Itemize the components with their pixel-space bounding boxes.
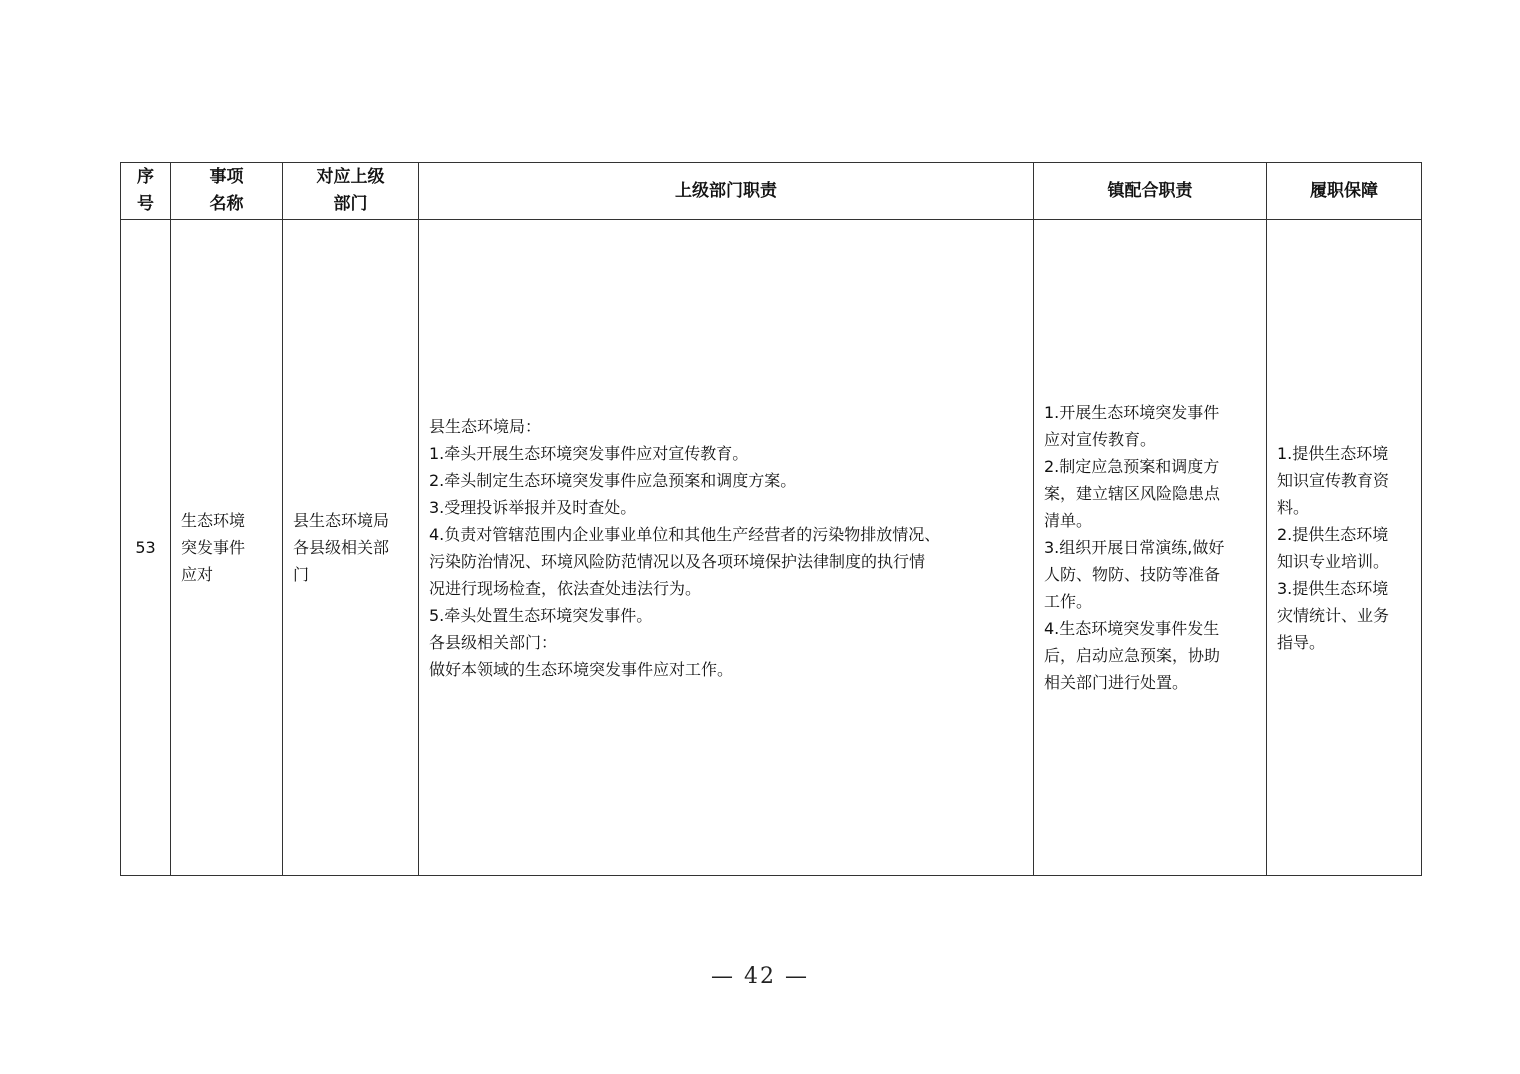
duty-table (120, 162, 1422, 876)
cell-item-name: 生态环境 突发事件 应对 (171, 220, 283, 876)
cell-superior-dept: 县生态环境局 各县级相关部 门 (283, 220, 419, 876)
page-number: — 42 — (711, 964, 809, 989)
header-seq: 序 号 (121, 163, 171, 220)
header-row (121, 163, 1422, 220)
cell-superior-duties: 县生态环境局： 1.牵头开展生态环境突发事件应对宣传教育。 2.牵头制定生态环境突发事件应急预案和调度方案。 3.受理投诉举报并及时查处。 4.负责对管辖范围内企业事业单位和其他生产经营者的污染物排放情况、 污染防治情况、环境风险防范情况以及各项环境保护法律制度的执行情 况进行现场检查，依法查处违法行为。 5.牵头处置生态环境突发事件。 各县级相关部门： 做好本领域的生态环境突发事件应对工作。 (419, 220, 1034, 876)
cell-town-duties: 1.开展生态环境突发事件 应对宣传教育。 2.制定应急预案和调度方 案，建立辖区风险隐患点 清单。 3.组织开展日常演练,做好 人防、物防、技防等准备 工作。 4.生态环境突发事件发生 后，启动应急预案，协助 相关部门进行处置。 (1034, 220, 1267, 876)
header-guarantee: 履职保障 (1267, 163, 1422, 220)
cell-guarantee: 1.提供生态环境 知识宣传教育资 料。 2.提供生态环境 知识专业培训。 3.提供生态环境 灾情统计、业务 指导。 (1267, 220, 1422, 876)
header-superior-duties: 上级部门职责 (419, 163, 1034, 220)
header-item-name: 事项 名称 (171, 163, 283, 220)
header-superior-dept: 对应上级 部门 (283, 163, 419, 220)
cell-seq: 53 (121, 220, 171, 876)
table-row (121, 220, 1422, 876)
header-town-duties: 镇配合职责 (1034, 163, 1267, 220)
